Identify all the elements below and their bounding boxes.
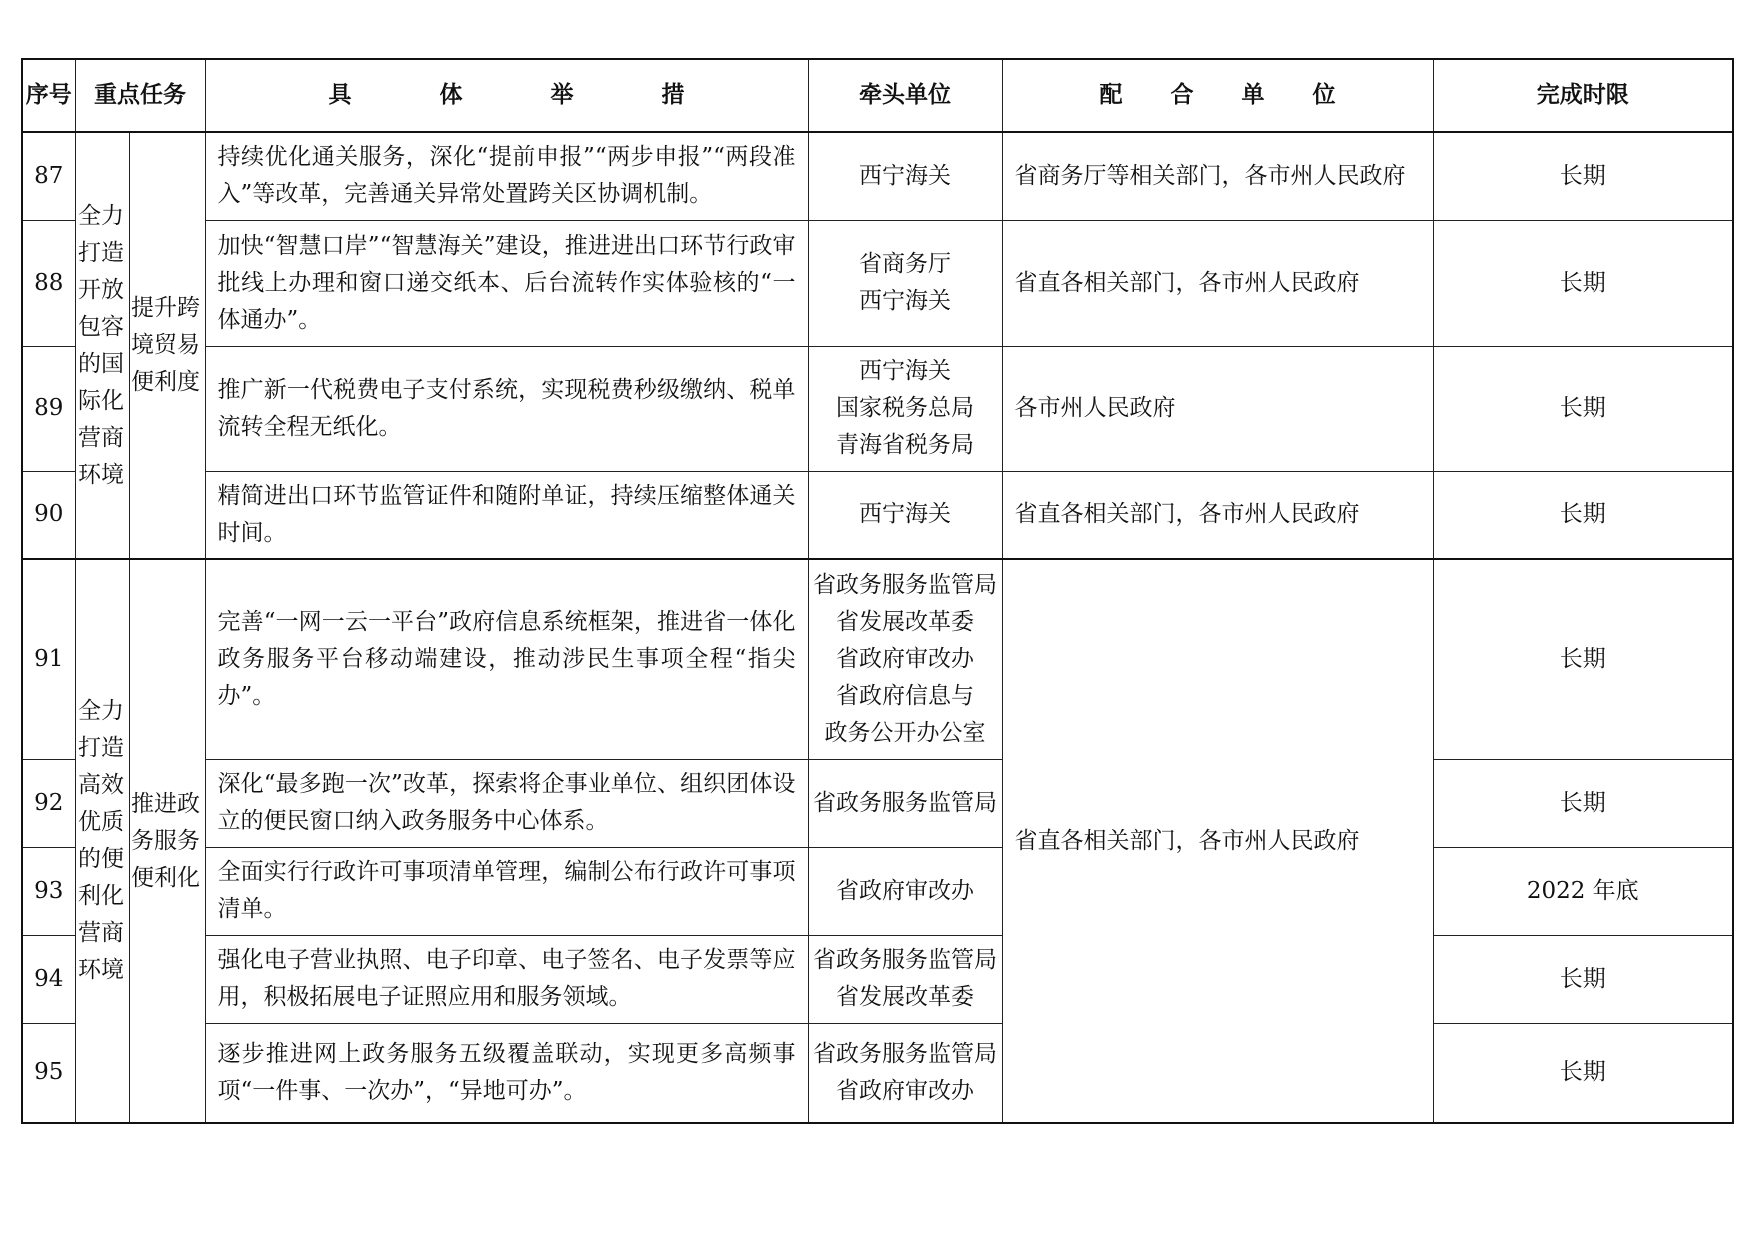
row-no: 88	[22, 220, 75, 346]
deadline-cell: 长期	[1433, 132, 1733, 220]
subtask-cell	[129, 559, 205, 1123]
table-row	[22, 847, 1733, 935]
measure-cell: 逐步推进网上政务服务五级覆盖联动，实现更多高频事项“一件事、一次办”，“异地可办”。	[205, 1023, 808, 1123]
table-row	[22, 1023, 1733, 1123]
table-row	[22, 346, 1733, 471]
lead-cell	[808, 935, 1002, 1023]
table-row	[22, 132, 1733, 220]
task-label: 全力打造开放包容的国际化营商环境	[78, 202, 124, 488]
lead-unit: 西宁海关	[859, 501, 951, 528]
task-cell	[75, 132, 129, 559]
lead-unit: 省政务服务监管局	[813, 571, 997, 598]
deadline-cell: 2022 年底	[1433, 847, 1733, 935]
header-measure: 具 体 举 措	[205, 59, 808, 132]
row-no: 93	[22, 847, 75, 935]
deadline-cell: 长期	[1433, 220, 1733, 346]
lead-unit: 省政务服务监管局	[813, 789, 997, 816]
deadline-cell: 长期	[1433, 471, 1733, 559]
lead-cell	[808, 220, 1002, 346]
measure-cell: 精简进出口环节监管证件和随附单证，持续压缩整体通关时间。	[205, 471, 808, 559]
lead-cell	[808, 132, 1002, 220]
measure-cell: 深化“最多跑一次”改革，探索将企事业单位、组织团体设立的便民窗口纳入政务服务中心体系。	[205, 759, 808, 847]
header-row	[22, 59, 1733, 132]
measure-cell: 持续优化通关服务，深化“提前申报”“两步申报”“两段准入”等改革，完善通关异常处置跨关区协调机制。	[205, 132, 808, 220]
measure-cell: 加快“智慧口岸”“智慧海关”建设，推进进出口环节行政审批线上办理和窗口递交纸本、后台流转作实体验核的“一体通办”。	[205, 220, 808, 346]
lead-cell	[808, 759, 1002, 847]
lead-cell	[808, 1023, 1002, 1123]
table-row	[22, 471, 1733, 559]
lead-unit: 省发展改革委	[836, 608, 974, 635]
row-no: 92	[22, 759, 75, 847]
table-row	[22, 220, 1733, 346]
task-label: 全力打造高效优质的便利化营商环境	[78, 698, 124, 983]
partner-cell: 省直各相关部门，各市州人民政府	[1002, 471, 1433, 559]
lead-unit: 省发展改革委	[836, 984, 974, 1010]
header-lead: 牵头单位	[808, 59, 1002, 132]
lead-unit: 西宁海关	[859, 288, 951, 314]
deadline-cell: 长期	[1433, 1023, 1733, 1123]
deadline-cell: 长期	[1433, 559, 1733, 759]
deadline-cell: 长期	[1433, 935, 1733, 1023]
partner-cell: 省直各相关部门，各市州人民政府	[1002, 559, 1433, 1123]
measure-cell: 全面实行行政许可事项清单管理，编制公布行政许可事项清单。	[205, 847, 808, 935]
table-row	[22, 935, 1733, 1023]
subtask-label: 提升跨境贸易便利度	[131, 295, 200, 395]
lead-unit: 西宁海关	[859, 162, 951, 189]
measure-cell: 推广新一代税费电子支付系统，实现税费秒级缴纳、税单流转全程无纸化。	[205, 346, 808, 471]
row-no: 89	[22, 346, 75, 471]
header-partner: 配 合 单 位	[1002, 59, 1433, 132]
row-no: 87	[22, 132, 75, 220]
lead-unit: 省政府审改办	[836, 877, 974, 904]
lead-unit: 省商务厅	[859, 251, 951, 277]
deadline-cell: 长期	[1433, 759, 1733, 847]
lead-unit: 政务公开办公室	[824, 719, 986, 746]
task-table	[21, 58, 1734, 1124]
lead-cell	[808, 559, 1002, 759]
table-row	[22, 759, 1733, 847]
subtask-cell	[129, 132, 205, 559]
row-no: 95	[22, 1023, 75, 1123]
lead-cell	[808, 471, 1002, 559]
lead-unit: 西宁海关	[859, 358, 951, 384]
subtask-label: 推进政务服务便利化	[131, 790, 200, 891]
lead-unit: 省政府审改办	[836, 645, 974, 672]
partner-cell: 省商务厅等相关部门，各市州人民政府	[1002, 132, 1433, 220]
lead-unit: 省政务服务监管局	[813, 947, 997, 973]
lead-unit: 国家税务总局	[836, 395, 974, 421]
partner-cell: 各市州人民政府	[1002, 346, 1433, 471]
deadline-cell: 长期	[1433, 346, 1733, 471]
lead-cell	[808, 847, 1002, 935]
header-no: 序号	[22, 59, 75, 132]
lead-unit: 省政府审改办	[836, 1077, 974, 1104]
table-row	[22, 559, 1733, 759]
header-task: 重点任务	[75, 59, 205, 132]
measure-cell: 强化电子营业执照、电子印章、电子签名、电子发票等应用，积极拓展电子证照应用和服务领域。	[205, 935, 808, 1023]
row-no: 90	[22, 471, 75, 559]
lead-unit: 省政务服务监管局	[813, 1040, 997, 1067]
measure-cell: 完善“一网一云一平台”政府信息系统框架，推进省一体化政务服务平台移动端建设，推动涉民生事项全程“指尖办”。	[205, 559, 808, 759]
task-cell	[75, 559, 129, 1123]
partner-cell: 省直各相关部门，各市州人民政府	[1002, 220, 1433, 346]
lead-unit: 省政府信息与	[836, 682, 974, 709]
lead-unit: 青海省税务局	[836, 432, 974, 458]
header-deadline: 完成时限	[1433, 59, 1733, 132]
row-no: 94	[22, 935, 75, 1023]
lead-cell	[808, 346, 1002, 471]
row-no: 91	[22, 559, 75, 759]
